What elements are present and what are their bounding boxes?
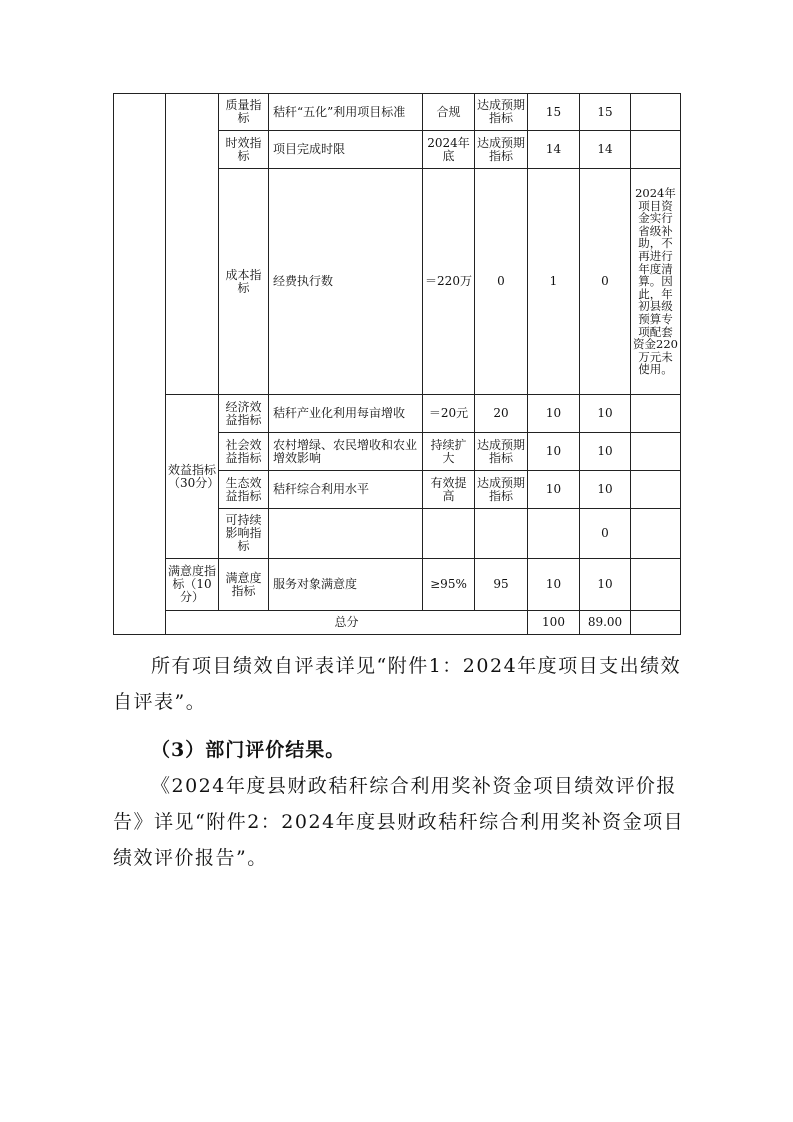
indicator-cell: 社会效益指标 — [219, 433, 269, 471]
subcategory-cell-blank — [166, 94, 219, 395]
actual-cell: 达成预期指标 — [475, 131, 528, 169]
item-cell: 农村增绿、农民增收和农业增效影响 — [269, 433, 423, 471]
weight-cell: 10 — [528, 433, 580, 471]
item-cell: 秸秆“五化”利用项目标准 — [269, 94, 423, 131]
score-cell: 10 — [580, 433, 631, 471]
weight-cell: 10 — [528, 471, 580, 509]
note-cell — [631, 559, 681, 611]
table-row — [114, 559, 681, 611]
note-cell — [631, 395, 681, 433]
performance-table — [113, 93, 681, 635]
weight-cell: 10 — [528, 395, 580, 433]
target-cell: 合规 — [423, 94, 475, 131]
indicator-cell: 满意度指标 — [219, 559, 269, 611]
actual-cell: 达成预期指标 — [475, 433, 528, 471]
note-cell — [631, 433, 681, 471]
indicator-cell: 可持续影响指标 — [219, 509, 269, 559]
item-cell: 项目完成时限 — [269, 131, 423, 169]
score-cell: 10 — [580, 471, 631, 509]
score-cell: 14 — [580, 131, 631, 169]
weight-cell — [528, 509, 580, 559]
target-cell — [423, 509, 475, 559]
target-cell: 持续扩大 — [423, 433, 475, 471]
note-cell — [631, 94, 681, 131]
table-row — [114, 395, 681, 433]
total-note-cell — [631, 611, 681, 635]
target-cell: ＝220万 — [423, 169, 475, 395]
score-cell: 10 — [580, 559, 631, 611]
score-cell: 0 — [580, 509, 631, 559]
actual-cell: 20 — [475, 395, 528, 433]
note-cell — [631, 509, 681, 559]
target-cell: 有效提高 — [423, 471, 475, 509]
score-cell: 15 — [580, 94, 631, 131]
category-cell-blank — [114, 94, 166, 635]
actual-cell — [475, 509, 528, 559]
weight-cell: 15 — [528, 94, 580, 131]
weight-cell: 1 — [528, 169, 580, 395]
target-cell: ≥95% — [423, 559, 475, 611]
satisfaction-group-cell: 满意度指标（10分） — [166, 559, 219, 611]
item-cell: 秸秆产业化利用每亩增收 — [269, 395, 423, 433]
attachment2-paragraph: 《2024年度县财政秸秆综合利用奖补资金项目绩效评价报告》详见“附件2：2024年度县财政秸秆综合利用奖补资金项目绩效评价报告”。 — [113, 775, 685, 869]
score-cell: 0 — [580, 169, 631, 395]
indicator-cell: 时效指标 — [219, 131, 269, 169]
total-weight-cell: 100 — [528, 611, 580, 635]
note-cell: 2024年项目资金实行省级补助，不再进行年度清算。因此，年初县级预算专项配套资金220万元未使用。 — [631, 169, 681, 395]
actual-cell: 达成预期指标 — [475, 471, 528, 509]
item-cell — [269, 509, 423, 559]
indicator-cell: 质量指标 — [219, 94, 269, 131]
total-label-cell: 总分 — [166, 611, 528, 635]
weight-cell: 10 — [528, 559, 580, 611]
actual-cell: 95 — [475, 559, 528, 611]
benefit-group-cell: 效益指标（30分） — [166, 395, 219, 559]
attachment1-paragraph: 所有项目绩效自评表详见“附件1：2024年度项目支出绩效自评表”。 — [113, 655, 682, 713]
table-row — [114, 94, 681, 131]
indicator-cell: 生态效益指标 — [219, 471, 269, 509]
item-cell: 经费执行数 — [269, 169, 423, 395]
total-row — [114, 611, 681, 635]
note-cell — [631, 471, 681, 509]
score-cell: 10 — [580, 395, 631, 433]
total-score-cell: 89.00 — [580, 611, 631, 635]
target-cell: ＝20元 — [423, 395, 475, 433]
item-cell: 秸秆综合利用水平 — [269, 471, 423, 509]
note-cell — [631, 131, 681, 169]
indicator-cell: 成本指标 — [219, 169, 269, 395]
weight-cell: 14 — [528, 131, 580, 169]
actual-cell: 0 — [475, 169, 528, 395]
indicator-cell: 经济效益指标 — [219, 395, 269, 433]
item-cell: 服务对象满意度 — [269, 559, 423, 611]
actual-cell: 达成预期指标 — [475, 94, 528, 131]
section-heading: （3）部门评价结果。 — [151, 739, 346, 761]
target-cell: 2024年底 — [423, 131, 475, 169]
